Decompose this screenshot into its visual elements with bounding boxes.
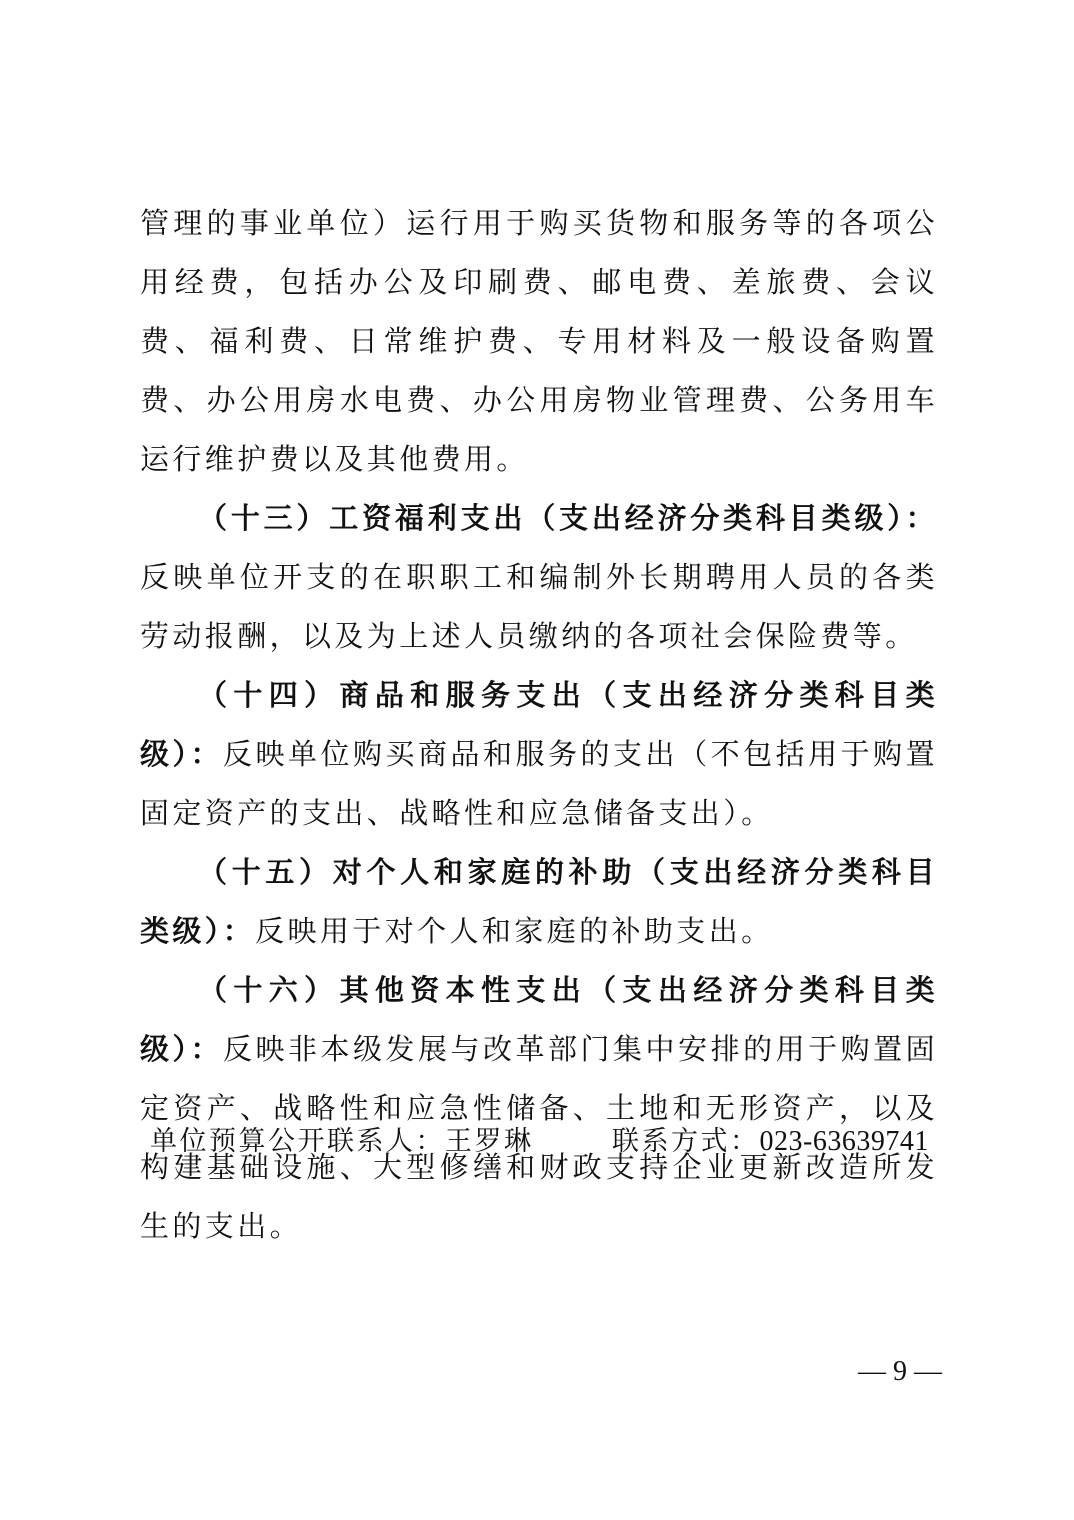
contact-person-label: 单位预算公开联系人： <box>150 1126 445 1157</box>
item-paragraph-15 <box>140 843 938 961</box>
contact-line <box>150 1120 940 1164</box>
contact-phone-label: 联系方式： <box>612 1126 760 1157</box>
item-body-16: 反映非本级发展与改革部门集中安排的用于购置固定资产、战略性和应急性储备、土地和无形资产，以及构建基础设施、大型修缮和财政支持企业更新改造所发生的支出。 <box>140 1032 938 1243</box>
item-heading-15: （十五）对个人和家庭的补助（支出经济分类科目类级）： <box>140 855 938 948</box>
item-heading-13: （十三）工资福利支出（支出经济分类科目类级）： <box>198 501 938 535</box>
item-body-13: 反映单位开支的在职职工和编制外长期聘用人员的各类劳动报酬，以及为上述人员缴纳的各项社会保险费等。 <box>140 560 938 653</box>
contact-person <box>150 1120 534 1164</box>
contact-phone <box>612 1120 929 1164</box>
page-number: — 9 — <box>858 1356 942 1387</box>
item-heading-14: （十四）商品和服务支出（支出经济分类科目类级）： <box>140 678 938 771</box>
item-body-15: 反映用于对个人和家庭的补助支出。 <box>255 914 774 948</box>
item-heading-16: （十六）其他资本性支出（支出经济分类科目类级）： <box>140 973 938 1066</box>
contact-person-name: 王罗琳 <box>445 1126 534 1157</box>
item-body-14: 反映单位购买商品和服务的支出（不包括用于购置固定资产的支出、战略性和应急储备支出）。 <box>140 737 938 830</box>
intro-paragraph: 管理的事业单位）运行用于购买货物和服务等的各项公用经费，包括办公及印刷费、邮电费、差旅费、会议费、福利费、日常维护费、专用材料及一般设备购置费、办公用房水电费、办公用房物业管理费、公务用车运行维护费以及其他费用。 <box>140 206 938 476</box>
document-body <box>140 194 938 1256</box>
contact-phone-number: 023-63639741 <box>759 1126 929 1157</box>
item-paragraph-13 <box>140 489 938 666</box>
item-paragraph-14 <box>140 666 938 843</box>
item-paragraph-16 <box>140 961 938 1256</box>
